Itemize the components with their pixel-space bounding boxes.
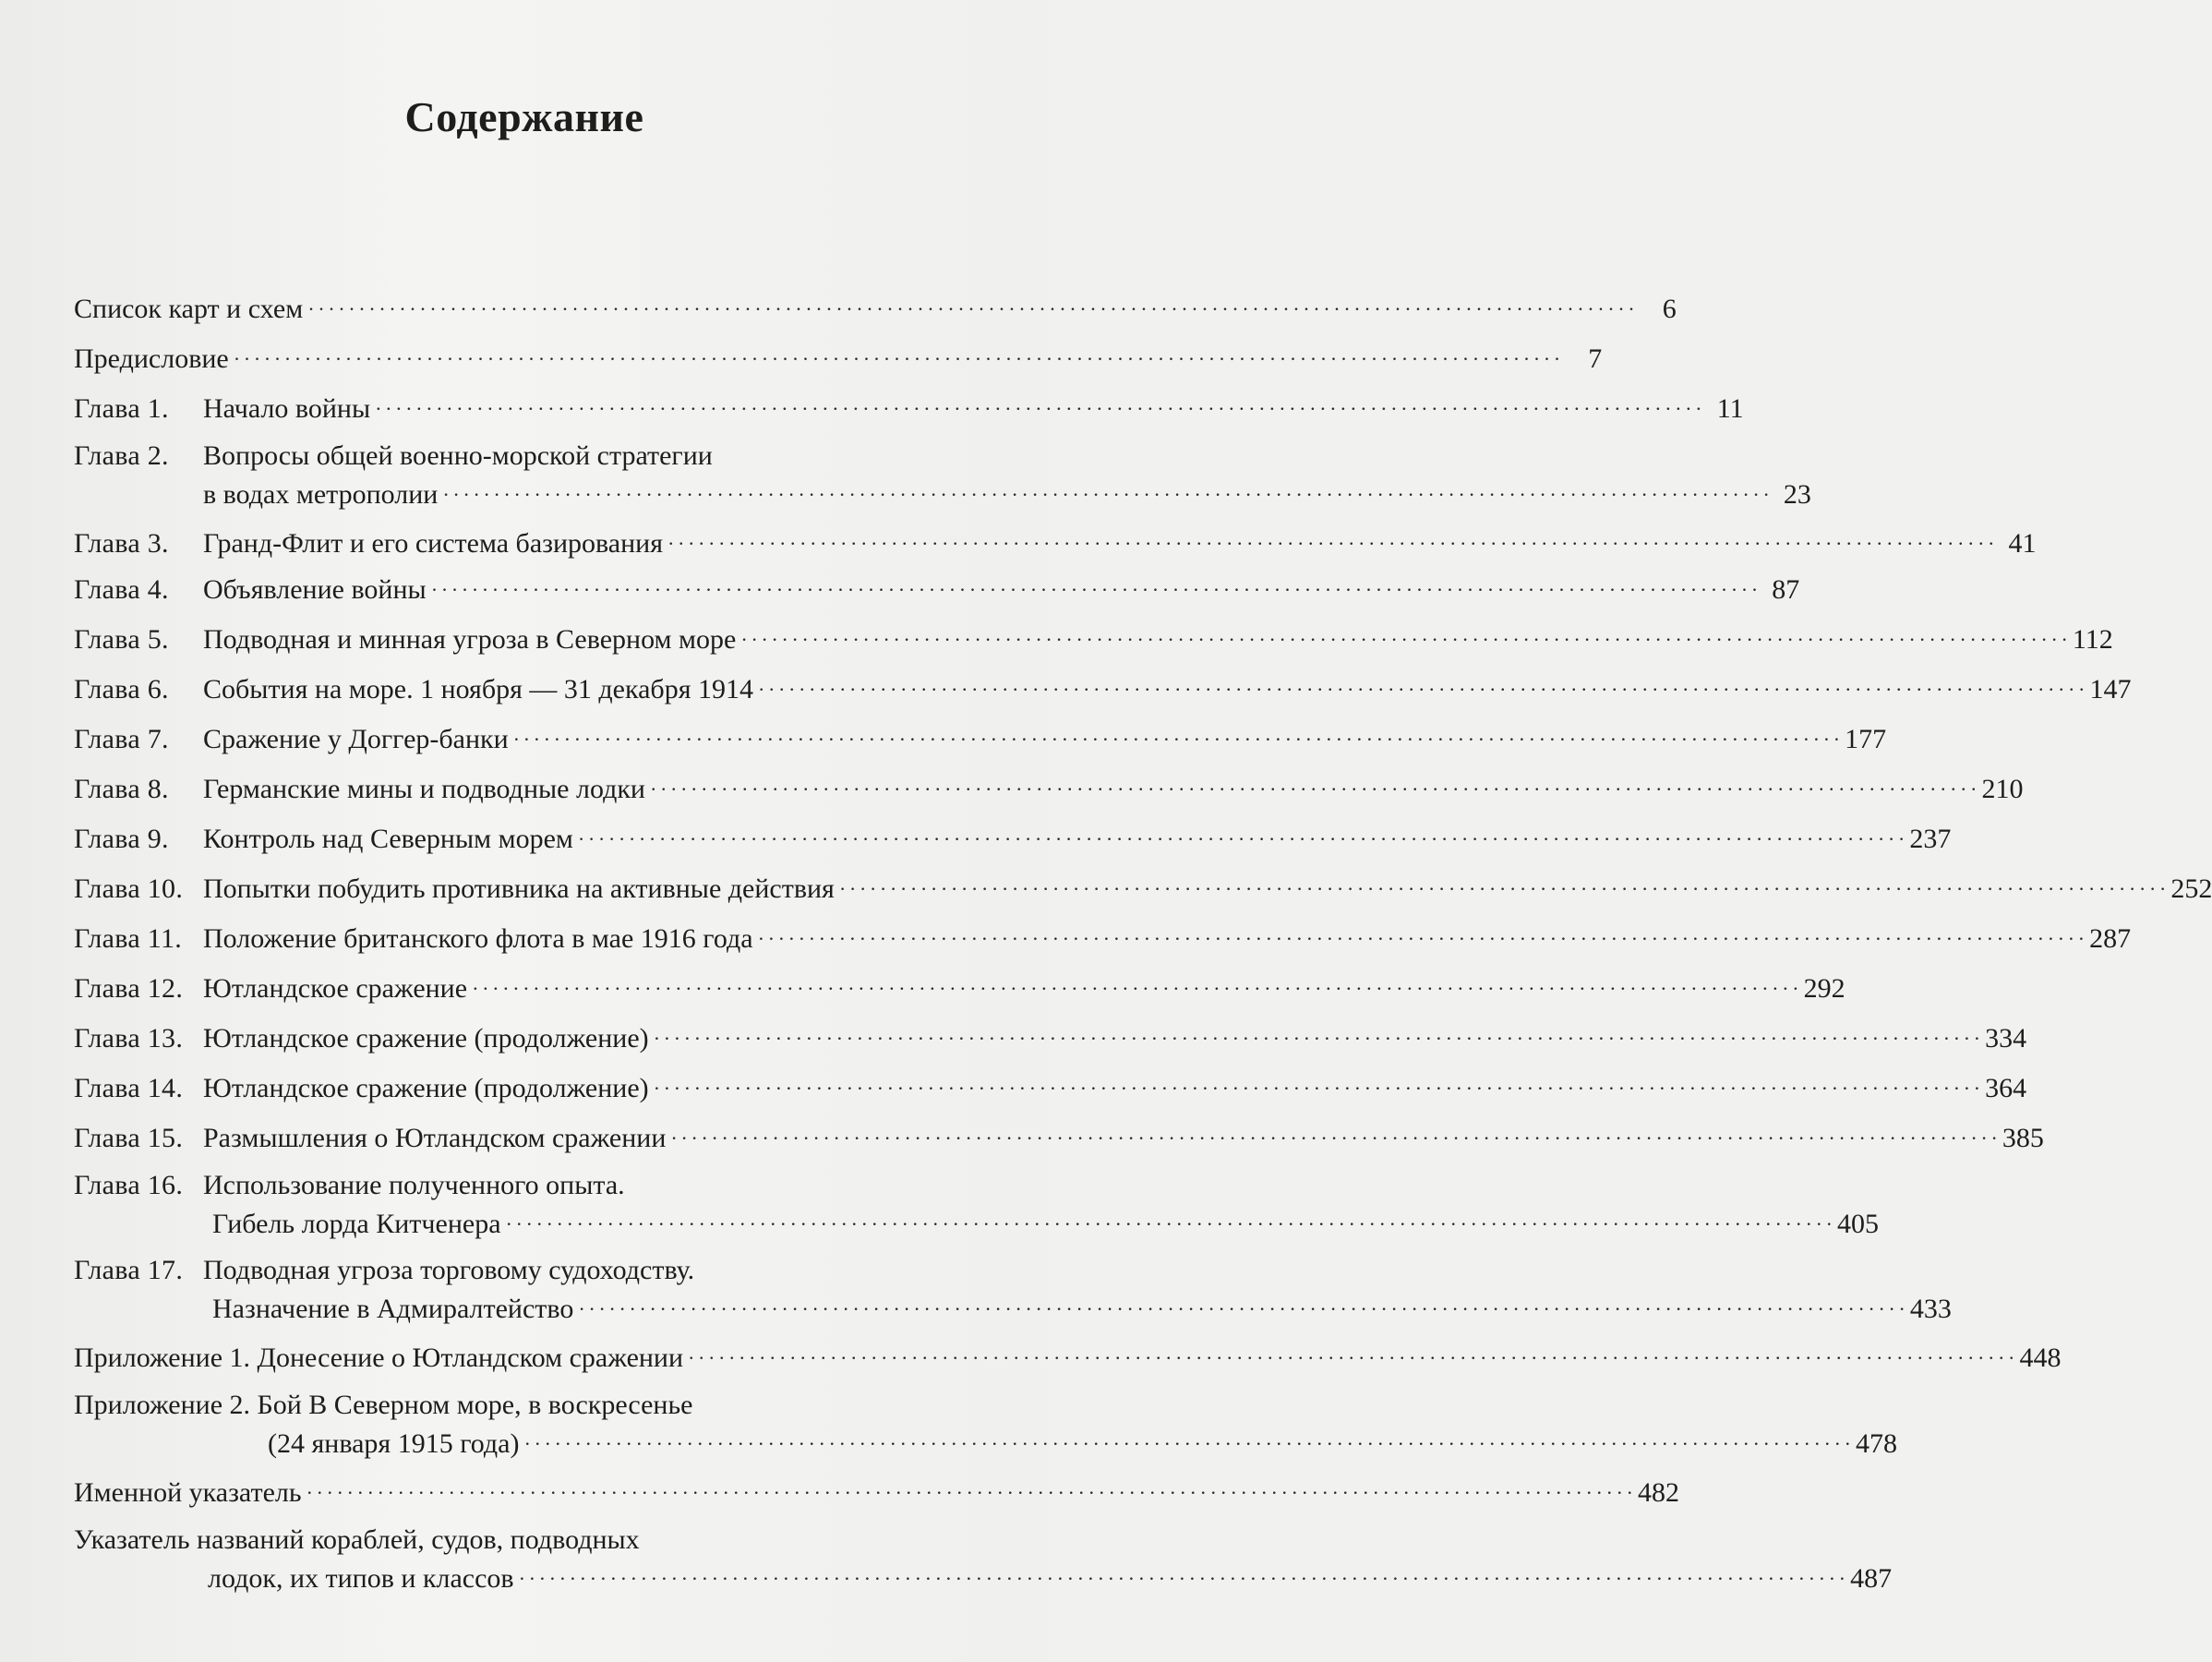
chapter-number: Глава 13. <box>74 1023 184 1054</box>
entry-title: Ютландское сражение (продолжение) <box>203 1073 649 1103</box>
page-number: 87 <box>1772 574 1800 605</box>
page-number: 364 <box>1985 1073 2027 1103</box>
page-number: 482 <box>1638 1477 1680 1508</box>
page-number: 7 <box>1588 343 1603 374</box>
entry-title: Сражение у Доггер-банки <box>203 724 509 754</box>
entry-title-line-1: Указатель названий кораблей, судов, подводных <box>74 1524 640 1555</box>
chapter-number: Глава 16. <box>74 1170 184 1200</box>
toc-entry-appendix-1 <box>74 1337 2062 1378</box>
chapter-number: Глава 3. <box>74 528 169 559</box>
entry-title: Именной указатель <box>74 1477 302 1508</box>
dot-leader <box>579 813 1905 853</box>
toc-entry-maps-list <box>74 288 1677 329</box>
toc-entry-chapter-13 <box>74 1018 2027 1058</box>
dot-leader <box>432 563 1758 604</box>
entry-title: Ютландское сражение (продолжение) <box>203 1023 649 1054</box>
entry-title-line-1: Приложение 2. Бой В Северном море, в воскресенье <box>74 1390 693 1420</box>
page-number: 23 <box>1783 479 1811 510</box>
chapter-number: Глава 10. <box>74 873 184 904</box>
entry-title: Гранд-Флит и его система базирования <box>203 528 664 559</box>
page-number: 487 <box>1850 1563 1893 1594</box>
entry-title-line-1: Подводная угроза торговому судоходству. <box>203 1255 695 1285</box>
dot-leader <box>655 1062 1980 1102</box>
entry-title: Положение британского флота в мае 1916 года <box>203 923 753 954</box>
page-number: 385 <box>2002 1123 2044 1153</box>
toc-entry-chapter-12 <box>74 968 1845 1008</box>
entry-title: Контроль над Северным морем <box>203 824 573 854</box>
chapter-number: Глава 11. <box>74 923 183 954</box>
toc-entry-appendix-2 <box>74 1387 1897 1463</box>
dot-leader <box>376 382 1701 423</box>
dot-leader <box>671 1112 1997 1152</box>
chapter-number: Глава 17. <box>74 1255 184 1285</box>
entry-title: Попытки побудить противника на активные действия <box>203 873 835 904</box>
dot-leader <box>234 332 1560 373</box>
entry-title: Объявление войны <box>203 574 427 605</box>
chapter-number: Глава 7. <box>74 724 169 754</box>
toc-entry-chapter-15 <box>74 1117 2044 1158</box>
toc-entry-ship-index <box>74 1522 1893 1597</box>
entry-title: Предисловие <box>74 343 229 374</box>
dot-leader <box>840 862 2166 903</box>
dot-leader <box>655 1012 1980 1053</box>
dot-leader <box>514 713 1840 753</box>
entry-title-line-2: Назначение в Адмиралтейство <box>212 1294 574 1324</box>
dot-leader <box>443 469 1769 508</box>
dot-leader <box>759 663 2085 704</box>
toc-entry-chapter-4 <box>74 569 1800 609</box>
toc-entry-chapter-2 <box>74 438 1811 513</box>
toc-entry-chapter-17 <box>74 1252 1952 1328</box>
entry-title-line-2: Гибель лорда Китченера <box>212 1209 501 1239</box>
toc-entry-name-index <box>74 1472 1680 1512</box>
toc-entry-chapter-8 <box>74 768 2024 809</box>
page-number: 433 <box>1909 1294 1952 1324</box>
chapter-number: Глава 6. <box>74 674 169 705</box>
page-number: 334 <box>1985 1023 2027 1054</box>
toc-entry-chapter-3 <box>74 523 2037 563</box>
dot-leader <box>668 517 1994 558</box>
toc-entry-chapter-11 <box>74 918 2132 958</box>
entry-title: События на море. 1 ноября — 31 декабря 1914 <box>203 674 753 705</box>
toc-entry-chapter-1 <box>74 388 1744 428</box>
page-number: 287 <box>2089 923 2132 954</box>
toc-entry-chapter-5 <box>74 619 2113 659</box>
page-number: 237 <box>1909 824 1952 854</box>
dot-leader <box>651 763 1977 803</box>
page-number: 147 <box>2089 674 2132 705</box>
page-number: 405 <box>1837 1209 1880 1239</box>
entry-title: Подводная и минная угроза в Северном море <box>203 624 737 655</box>
chapter-number: Глава 14. <box>74 1073 184 1103</box>
dot-leader <box>759 912 2085 953</box>
toc-entry-chapter-14 <box>74 1067 2027 1108</box>
page-number: 6 <box>1662 294 1677 324</box>
entry-title-line-2: (24 января 1915 года) <box>268 1428 520 1459</box>
entry-title-line-1: Вопросы общей военно-морской стратегии <box>203 440 713 471</box>
entry-title: Германские мины и подводные лодки <box>203 774 645 804</box>
page-number: 448 <box>2019 1343 2062 1373</box>
entry-title-line-1: Использование полученного опыта. <box>203 1170 625 1200</box>
entry-title: Начало войны <box>203 393 371 424</box>
table-of-contents <box>74 288 2212 1597</box>
dot-leader <box>525 1418 1851 1457</box>
toc-entry-chapter-6 <box>74 668 2132 709</box>
page-number: 112 <box>2072 624 2113 655</box>
dot-leader <box>308 283 1634 323</box>
page-number: 11 <box>1716 393 1744 424</box>
entry-title: Приложение 1. Донесение о Ютландском сражении <box>74 1343 684 1373</box>
page-number: 41 <box>2008 528 2037 559</box>
chapter-number: Глава 15. <box>74 1123 184 1153</box>
entry-title: Список карт и схем <box>74 294 304 324</box>
toc-entry-chapter-7 <box>74 718 1887 759</box>
dot-leader <box>520 1553 1845 1592</box>
toc-entry-chapter-9 <box>74 818 1952 859</box>
dot-leader <box>307 1466 1633 1507</box>
entry-title: Ютландское сражение <box>203 973 468 1004</box>
chapter-number: Глава 9. <box>74 824 169 854</box>
toc-entry-preface <box>74 338 1603 379</box>
dot-leader <box>741 613 2067 654</box>
page-number: 292 <box>1803 973 1845 1004</box>
chapter-number: Глава 1. <box>74 393 169 424</box>
entry-title-line-2: в водах метрополии <box>203 479 439 510</box>
toc-entry-chapter-10 <box>74 868 2212 909</box>
dot-leader <box>507 1198 1833 1237</box>
chapter-number: Глава 8. <box>74 774 169 804</box>
page-number: 252 <box>2170 873 2212 904</box>
chapter-number: Глава 12. <box>74 973 184 1004</box>
dot-leader <box>473 962 1798 1003</box>
dot-leader <box>689 1331 2014 1372</box>
page-number: 210 <box>1981 774 2024 804</box>
chapter-number: Глава 4. <box>74 574 169 605</box>
entry-title-line-2: лодок, их типов и классов <box>208 1563 514 1594</box>
page-number: 177 <box>1845 724 1887 754</box>
toc-entry-chapter-16 <box>74 1167 1880 1243</box>
page-number: 478 <box>1856 1428 1897 1459</box>
chapter-number: Глава 5. <box>74 624 169 655</box>
page-title: Содержание <box>404 93 644 140</box>
dot-leader <box>579 1283 1905 1322</box>
chapter-number: Глава 2. <box>74 440 169 471</box>
entry-title: Размышления о Ютландском сражении <box>203 1123 667 1153</box>
